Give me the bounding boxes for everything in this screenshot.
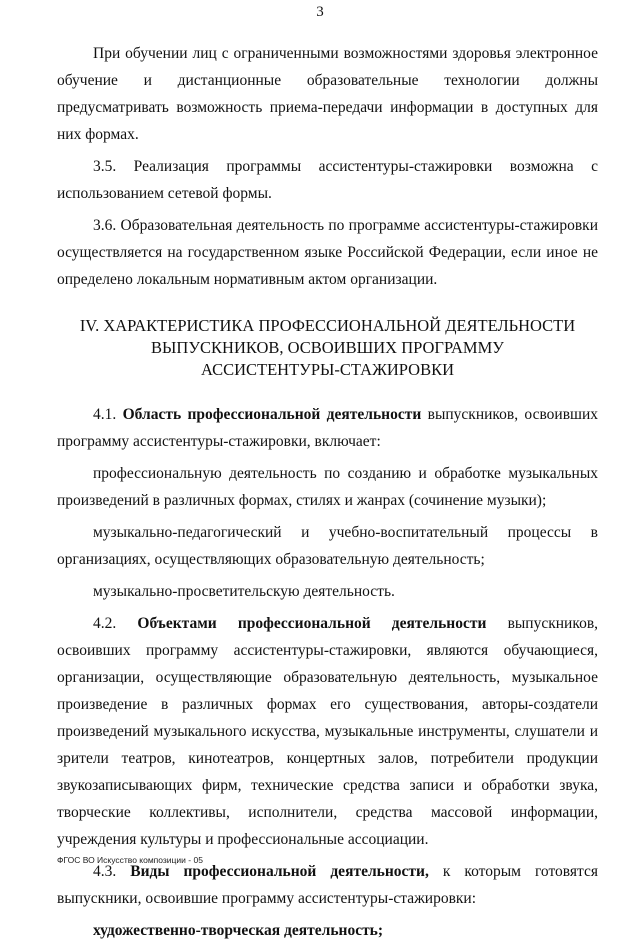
bold-term: Область профессиональной деятельности (122, 406, 422, 423)
bold-term: Объектами профессиональной деятельности (137, 615, 487, 632)
bold-term: Виды профессиональной деятельности, (130, 863, 429, 880)
section-number: 4.3. (93, 863, 117, 880)
paragraph-text: выпускников, освоивших программу ассистентуры-стажировки, являются обучающиеся, организации, осуществляющие образовательную деятельность, музыкальное произведение в различных формах его существования, авторы-создатели произведений музыкального искусства, музыкальные инструменты, слушатели и зрители театров, кинотеатров, концертных залов, потребители продукции звукозаписывающих фирм, технические средства записи и обработки звука, творческие коллективы, исполнители, средства массовой информации, учреждения культуры и профессиональные ассоциации. (57, 615, 599, 848)
paragraph-text: к которым готовятся выпускники, освоившие программу ассистентуры-стажировки: (57, 863, 599, 907)
page-number: 3 (316, 4, 324, 20)
list-item: музыкально-просветительскую деятельность. (93, 583, 395, 600)
paragraph-3-6: 3.6. Образовательная деятельность по программе ассистентуры-стажировки осуществляется на государственном языке Российской Федерации, если иное не определено локальным нормативным актом организации. (57, 217, 598, 288)
list-item-bold: художественно-творческая деятельность; (93, 922, 384, 939)
footer-note: ФГОС ВО Искусство композиции - 05 (57, 855, 203, 865)
heading-line-2: ВЫПУСКНИКОВ, ОСВОИВШИХ ПРОГРАММУ (151, 338, 504, 357)
paragraph-4-2 (57, 610, 598, 853)
heading-line-1: IV. ХАРАКТЕРИСТИКА ПРОФЕССИОНАЛЬНОЙ ДЕЯТЕЛЬНОСТИ (79, 316, 576, 335)
paragraph-3-5: 3.5. Реализация программы ассистентуры-стажировки возможна с использованием сетевой формы. (57, 158, 598, 202)
list-item: музыкально-педагогический и учебно-воспитательный процессы в организациях, осуществляющих образовательную деятельность; (57, 524, 598, 568)
section-number: 4.2. (93, 615, 117, 632)
paragraph-4-1 (57, 401, 598, 455)
section-heading (57, 315, 598, 381)
paragraph-accessibility: При обучении лиц с ограниченными возможностями здоровья электронное обучение и дистанционные образовательные технологии должны предусматривать возможность приема-передачи информации в доступных для них формах. (57, 45, 598, 143)
paragraph-text: выпускников, освоивших программу ассистентуры-стажировки, включает: (57, 406, 598, 450)
paragraph-4-3 (57, 858, 598, 912)
list-item: профессиональную деятельность по созданию и обработке музыкальных произведений в различных формах, стилях и жанрах (сочинение музыки); (57, 465, 598, 509)
section-number: 4.1. (93, 406, 117, 423)
heading-line-3: АССИСТЕНТУРЫ-СТАЖИРОВКИ (200, 360, 455, 379)
document-body (57, 40, 598, 944)
